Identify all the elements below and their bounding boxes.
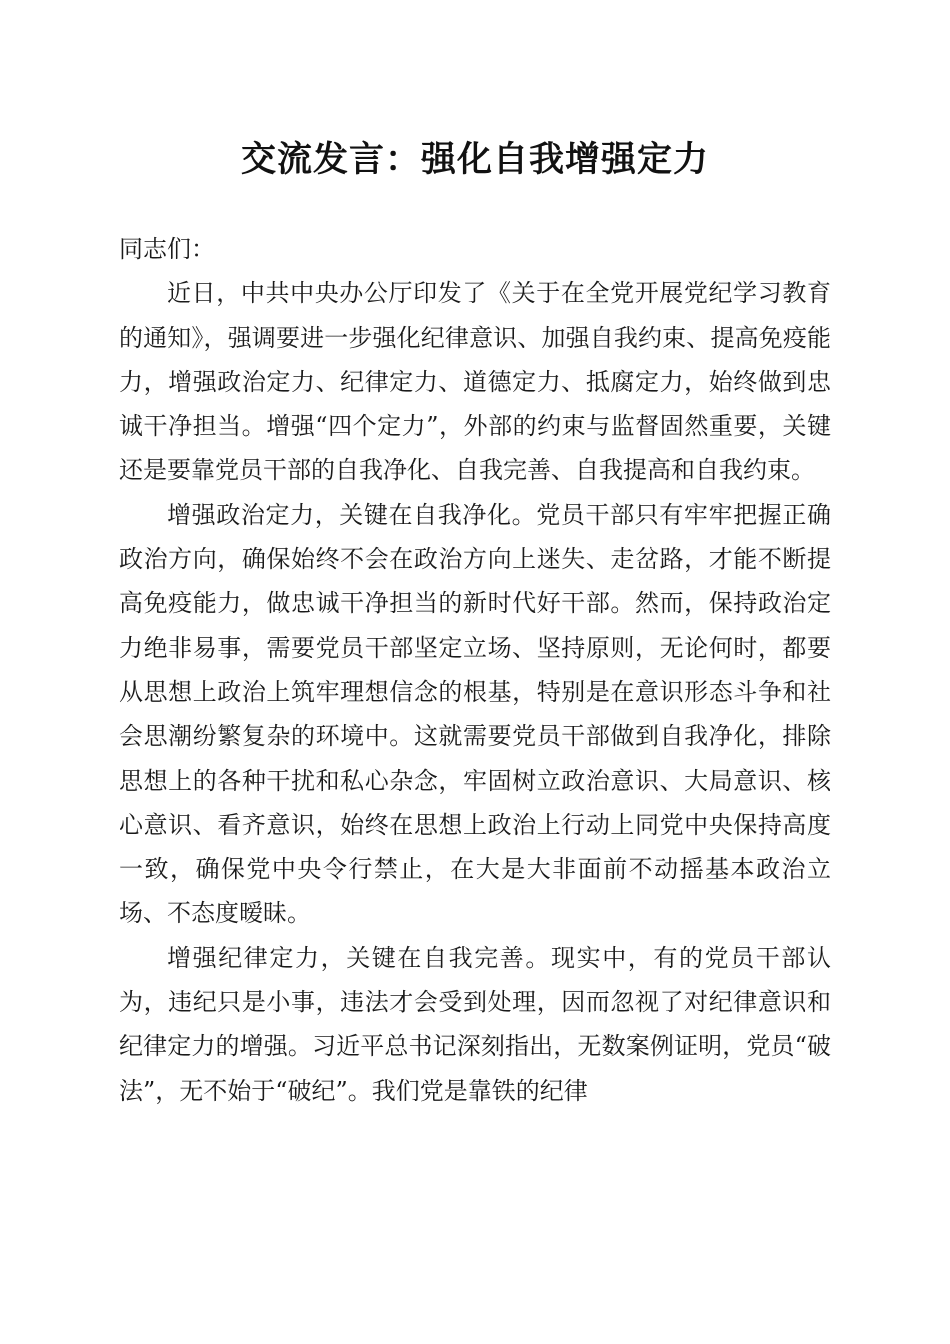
document-title: 交流发言：强化自我增强定力	[240, 139, 709, 180]
paragraph-3: 增强纪律定力，关键在自我完善。现实中，有的党员干部认为，违纪只是小事，违法才会受到处理，因而忽视了对纪律意识和纪律定力的增强。习近平总书记深刻指出，无数案例证明，党员“破法”，无不始于“破纪”。我们党是靠铁的纪律	[119, 943, 831, 1105]
salutation: 同志们：	[119, 235, 215, 263]
paragraph-2: 增强政治定力，关键在自我净化。党员干部只有牢牢把握正确政治方向，确保始终不会在政治方向上迷失、走岔路，才能不断提高免疫能力，做忠诚干净担当的新时代好干部。然而，保持政治定力绝非易事，需要党员干部坚定立场、坚持原则，无论何时，都要从思想上政治上筑牢理想信念的根基，特别是在意识形态斗争和社会思潮纷繁复杂的环境中。这就需要党员干部做到自我净化，排除思想上的各种干扰和私心杂念，牢固树立政治意识、大局意识、核心意识、看齐意识，始终在思想上政治上行动上同党中央保持高度一致，确保党中央令行禁止，在大是大非面前不动摇基本政治立场、不态度暧昧。	[119, 500, 831, 928]
document-body	[119, 227, 831, 1113]
paragraph-1: 近日，中共中央办公厅印发了《关于在全党开展党纪学习教育的通知》，强调要进一步强化纪律意识、加强自我约束、提高免疫能力，增强政治定力、纪律定力、道德定力、抵腐定力，始终做到忠诚干净担当。增强“四个定力”，外部的约束与监督固然重要，关键还是要靠党员干部的自我净化、自我完善、自我提高和自我约束。	[119, 279, 831, 485]
